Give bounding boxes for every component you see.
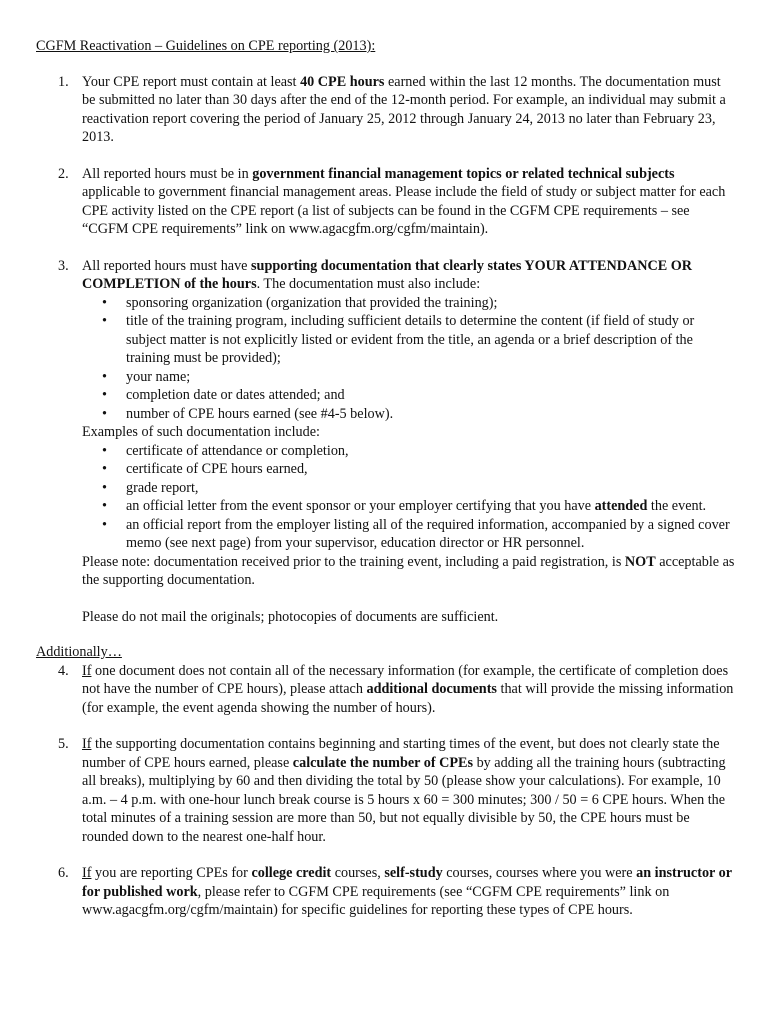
text-run: courses, courses where you were <box>442 865 637 881</box>
requirements-list <box>82 294 736 424</box>
list-item <box>102 368 736 387</box>
item-number: 4. <box>58 662 69 679</box>
list-item-text: your name; <box>126 368 191 385</box>
item-number: 3. <box>58 257 69 274</box>
text-run: , please refer to CGFM CPE requirements (see “CGFM CPE requirements” link on www.agacgfm.org/cgfm/maintain) for specific guidelines for reporting these types of CPE hours. <box>82 883 670 918</box>
guideline-item-5 <box>36 735 736 846</box>
bold-text: 40 CPE hours <box>300 73 385 90</box>
bullet-icon: • <box>102 313 107 329</box>
list-item-text: the event. <box>647 498 707 514</box>
list-item-text: an official report from the employer listing all of the required information, accompanied by a signed cover memo (see next page) from your supervisor, education director or HR personnel. <box>126 516 730 551</box>
bullet-icon: • <box>102 387 107 403</box>
item-number: 1. <box>58 73 69 90</box>
list-item-text: certificate of attendance or completion, <box>126 442 349 459</box>
text-run: applicable to government financial management areas. Please include the field of study or subject matter for each CPE activity listed on the CPE report (a list of subjects can be found in the CGFM CPE requirements – see “CGFM CPE requirements” link on www.agacgfm.org/cgfm/maintain). <box>82 184 726 237</box>
item-number: 6. <box>58 865 69 881</box>
list-item <box>102 386 736 405</box>
item-text <box>82 73 736 147</box>
list-item-text: grade report, <box>126 479 199 496</box>
bullet-icon: • <box>102 461 107 477</box>
item-text <box>82 662 736 718</box>
page-title: CGFM Reactivation – Guidelines on CPE reporting (2013): <box>36 38 376 54</box>
text-run: All reported hours must be in <box>82 165 253 182</box>
examples-intro: Examples of such documentation include: <box>82 424 320 440</box>
bold-text: self-study <box>384 865 443 881</box>
document-page <box>36 37 736 920</box>
underlined-text: If <box>82 865 92 881</box>
bullet-icon: • <box>102 479 107 496</box>
text-run: the supporting documentation contains beginning and starting times of the event, but does not clearly state the number of CPE hours earned, please <box>82 736 720 771</box>
bullet-icon: • <box>102 516 107 533</box>
text-run: by adding all the training hours (subtracting all breaks), multiplying by 60 and then dividing the total by 50 (please show your calculations). For example, 10 a.m. – 4 p.m. with one-hour lunch break course is 5 hours x 60 = 300 minutes; 300 / 50 = 6 CPE hours. When the total minutes of a training session are more than 50, but not equally divisible by 50, the CPE hours must be rounded down to the nearest one-half hour. <box>82 754 726 845</box>
bold-text: attended <box>594 498 648 514</box>
list-item <box>102 516 736 553</box>
bold-text: government financial management topics or related technical subjects <box>252 165 675 182</box>
bullet-icon: • <box>102 368 107 385</box>
underlined-text: If <box>82 736 92 752</box>
item-text <box>82 864 736 920</box>
additionally-heading: Additionally… <box>36 644 122 660</box>
text-run: you are reporting CPEs for <box>91 865 252 881</box>
text-run: . The documentation must also include: <box>256 276 481 292</box>
list-item <box>102 405 736 424</box>
list-item-text: sponsoring organization (organization that provided the training); <box>126 294 498 311</box>
item-text <box>82 257 736 294</box>
text-run: earned within the last 12 months. The documentation must be submitted no later than 30 days after the end of the 12-month period. For example, an individual may submit a reactivation report covering the period of January 25, 2012 through January 24, 2013 no later than February 23, 2013. <box>82 73 726 145</box>
item-number: 2. <box>58 165 69 182</box>
item-text <box>82 735 736 846</box>
list-item <box>102 442 736 461</box>
list-item-text: an official letter from the event sponsor or your employer certifying that you have <box>126 498 595 514</box>
examples-list <box>82 442 736 553</box>
text-run: that will provide the missing information (for example, the event agenda showing the number of hours). <box>82 681 734 716</box>
text-run: one document does not contain all of the necessary information (for example, the certificate of completion does not have the number of CPE hours), please attach <box>82 662 729 697</box>
bold-text: supporting documentation that clearly states YOUR ATTENDANCE OR COMPLETION of the hours <box>82 257 693 292</box>
text-run: courses, <box>331 865 385 881</box>
guideline-item-6 <box>36 864 736 920</box>
bold-text: NOT <box>624 553 656 570</box>
text-run: Please note: documentation received prior to the training event, including a paid registration, is <box>82 553 625 570</box>
text-run: All reported hours must have <box>82 257 252 274</box>
underlined-text: If <box>82 662 92 679</box>
guideline-item-2 <box>36 165 736 239</box>
bullet-icon: • <box>102 498 107 514</box>
text-run: acceptable as the supporting documentation. <box>82 553 735 588</box>
bullet-icon: • <box>102 442 107 459</box>
item-number: 5. <box>58 736 69 752</box>
list-item-text: number of CPE hours earned (see #4-5 below). <box>126 405 394 422</box>
list-item-text: certificate of CPE hours earned, <box>126 461 308 477</box>
list-item <box>102 497 736 516</box>
bold-text: calculate the number of CPEs <box>292 754 474 771</box>
list-item-text: title of the training program, including sufficient details to determine the content (if field of study or subject matter is not explicitly listed or evident from the title, an agenda or a brief description of the training must be provided); <box>126 313 695 366</box>
bullet-icon: • <box>102 294 107 311</box>
guideline-item-1 <box>36 73 736 147</box>
text-run: Your CPE report must contain at least <box>82 73 301 90</box>
list-item-text: completion date or dates attended; and <box>126 387 345 403</box>
bold-text: an instructor or for published work <box>82 865 732 900</box>
list-item <box>102 294 736 313</box>
bullet-icon: • <box>102 405 107 422</box>
list-item <box>102 460 736 479</box>
guideline-item-3 <box>36 257 736 627</box>
item-text <box>82 165 736 239</box>
list-item <box>102 479 736 498</box>
note-paragraph <box>82 553 736 590</box>
list-item <box>102 312 736 368</box>
bold-text: additional documents <box>366 681 497 697</box>
guideline-item-4 <box>36 662 736 718</box>
bold-text: college credit <box>251 865 332 881</box>
note-paragraph-2: Please do not mail the originals; photocopies of documents are sufficient. <box>82 608 499 625</box>
